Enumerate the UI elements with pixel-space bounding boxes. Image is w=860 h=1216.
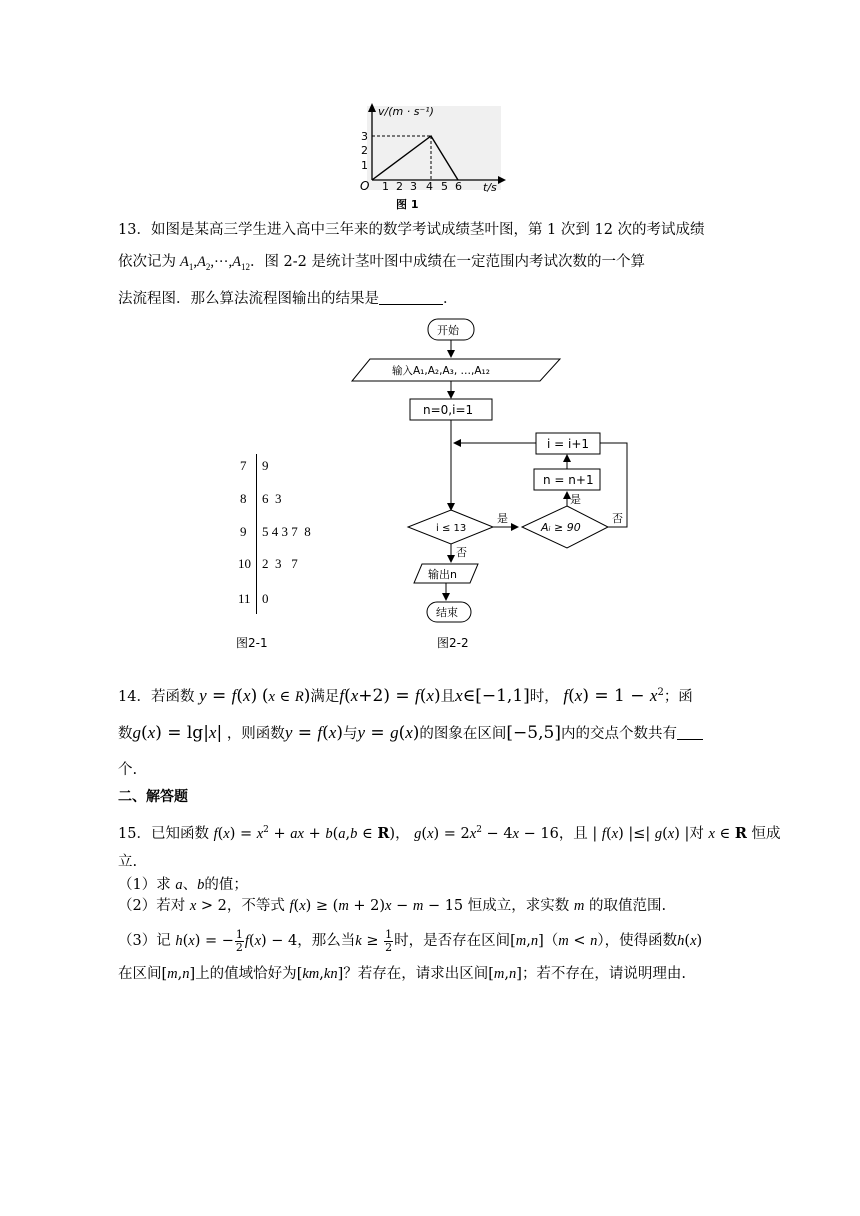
- leaf-values: 6 3: [262, 491, 282, 506]
- q13-line-3: 法流程图．那么算法流程图输出的结果是 ．: [118, 291, 458, 307]
- q14-line-3: 个.: [118, 762, 138, 778]
- q15-line-2: 立.: [118, 854, 138, 870]
- x-tick: 2: [396, 180, 403, 193]
- flowchart-caption: 图2-2: [437, 636, 469, 650]
- leaf-values: 5 4 3 7 8: [262, 524, 311, 539]
- y-tick: 2: [361, 144, 368, 157]
- q14-line-1: 14．若函数 y = f(x) (x ∈ R)满足f(x+2) = f(x)且x∈[−1,1]时， $f(x) = 1 - x^2$；函: [118, 685, 693, 706]
- end-label: 结束: [436, 606, 458, 619]
- stem-value: 9: [240, 524, 247, 539]
- leaf-values: 0: [262, 591, 269, 606]
- x-tick: 5: [441, 180, 448, 193]
- input-label: 输入A₁,A₂,A₃, …,A₁₂: [392, 365, 490, 377]
- y-tick: 3: [361, 130, 368, 143]
- no-label: 否: [612, 512, 623, 525]
- section-heading: 二、解答题: [118, 789, 188, 805]
- stem-value: 10: [238, 556, 251, 571]
- leaf-values: 9: [262, 458, 269, 473]
- velocity-time-graph: [330, 100, 510, 214]
- no-label: 否: [456, 546, 467, 559]
- inc-n-label: n = n+1: [543, 473, 594, 487]
- init-label: n=0,i=1: [423, 403, 474, 417]
- start-label: 开始: [437, 324, 459, 337]
- yes-label: 是: [570, 493, 581, 506]
- q15-part-1: （1）求 a、b的值；: [118, 877, 248, 893]
- origin-label: O: [360, 179, 370, 193]
- x-tick: 6: [455, 180, 462, 193]
- stem-value: 7: [240, 458, 247, 473]
- q15-part-2: （2）若对 x > 2，不等式 f(x) ≥ (m + 2)x − m − 15 恒成立，求实数 m 的取值范围.: [118, 898, 667, 914]
- stem-leaf-plot: [236, 450, 346, 620]
- stem-divider: [256, 454, 257, 614]
- y-tick: 1: [361, 159, 368, 172]
- q14-line-2: 数g(x) = lg|x| ，则函数y = f(x)与y = g(x)的图象在区间[−5,5]内的交点个数共有: [118, 723, 744, 744]
- cond-i-label: i ≤ 13: [436, 523, 467, 534]
- q13-line-2: 依次记为 $A_1,A_2,\cdot\cdot\cdot,A_{12}$．图 2-2 是统计茎叶图中成绩在一定范围内考试次数的一个算: [118, 254, 646, 272]
- x-tick: 4: [426, 180, 433, 193]
- q15-part-3: （3）记 h(x) = − $\frac{1}{2}$ f(x) − 4，那么当k ≥ $\frac{1}{2}$ 时，是否存在区间[m,n]（m < n），使得函数h(x): [118, 927, 703, 954]
- q15-line-1: 15．已知函数 $f(x) = x^2$ + ax + b(a,b ∈ R)， $g(x) = 2x^2 - 4x - 16$，且 | f(x) |≤| g(x) |对 x ∈ R 恒成: [118, 824, 781, 842]
- output-label: 输出n: [428, 568, 457, 581]
- q15-part-3-cont: 在区间[m,n]上的值域恰好为[km,kn]？若存在，请求出区间[m,n]；若不存在，请说明理由.: [118, 966, 687, 982]
- x-axis-label: t/s: [483, 181, 497, 194]
- figure-caption: 图 1: [396, 198, 419, 211]
- leaf-values: 2 3 7: [262, 556, 298, 571]
- stem-leaf-caption: 图2-1: [236, 636, 268, 650]
- algorithm-flowchart: [340, 310, 650, 655]
- stem-value: 8: [240, 491, 247, 506]
- stem-value: 11: [238, 591, 251, 606]
- yes-label: 是: [497, 512, 508, 525]
- cond-a-label: Aᵢ ≥ 90: [541, 521, 581, 534]
- x-tick: 1: [382, 180, 389, 193]
- inc-i-label: i = i+1: [547, 437, 590, 451]
- y-axis-label: v/(m · s⁻¹): [378, 105, 434, 118]
- q13-line-1: 13．如图是某高三学生进入高中三年来的数学考试成绩茎叶图，第 1 次到 12 次的考试成绩: [118, 222, 705, 238]
- x-tick: 3: [410, 180, 417, 193]
